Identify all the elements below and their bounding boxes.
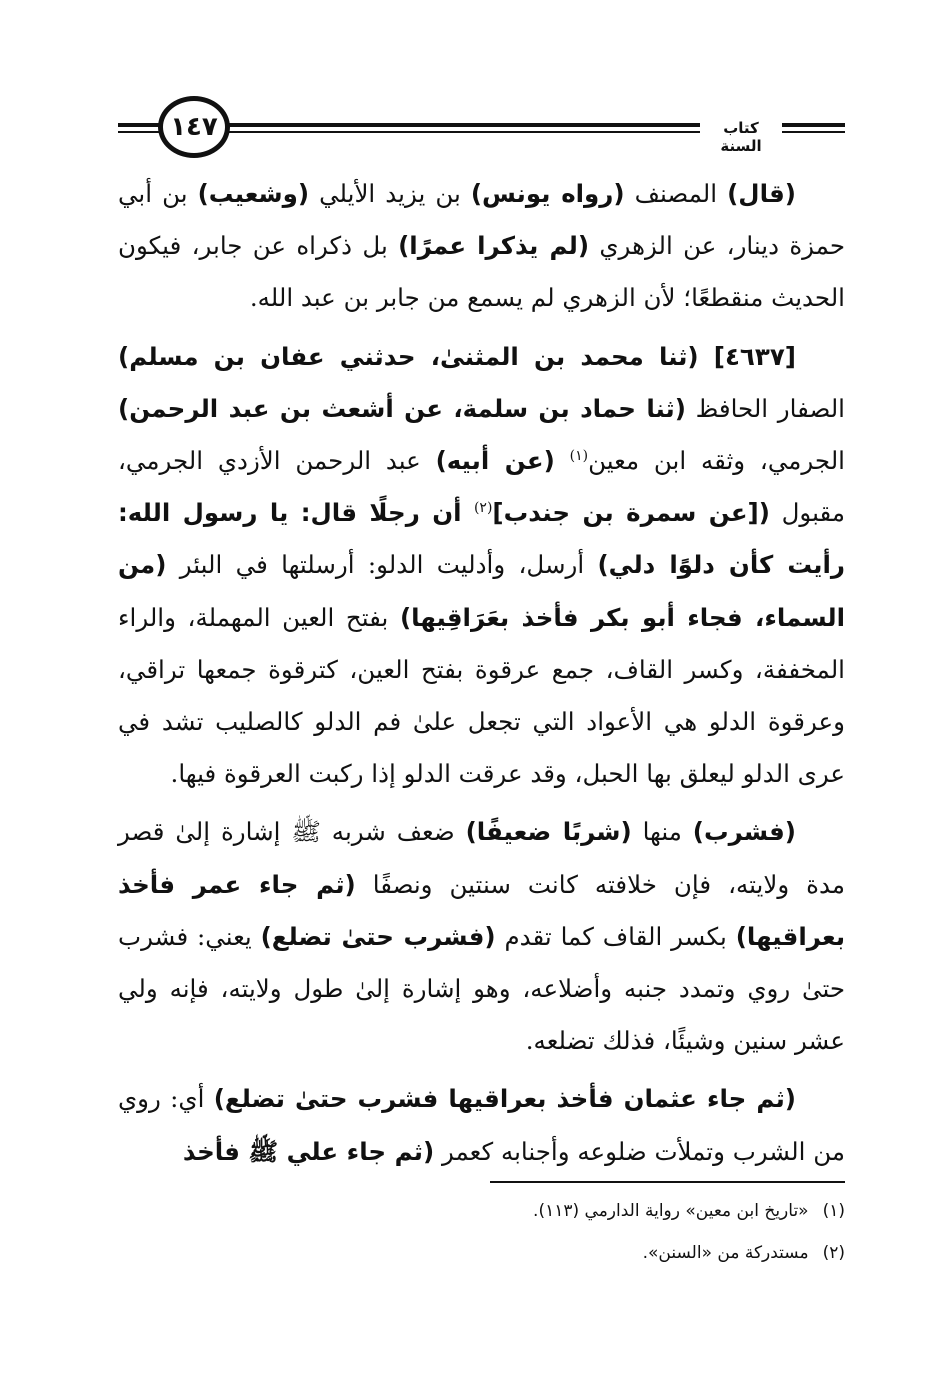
text-run: (قال) bbox=[727, 179, 797, 208]
hadith-number: [٤٦٣٧] bbox=[698, 341, 796, 371]
text-run: الصفار الحافظ bbox=[685, 393, 845, 423]
text-run: (عن أبيه) bbox=[435, 446, 555, 476]
text-run: المصنف bbox=[624, 179, 728, 208]
text-run: (ثم جاء علي ﷺ فأخذ bbox=[182, 1136, 435, 1166]
text-run: (لم يذكرا عمرًا) bbox=[398, 231, 590, 261]
text-run: (شربًا ضعيفًا) bbox=[465, 817, 632, 847]
text-run bbox=[555, 446, 570, 475]
footnote-ref-2[interactable]: (٢) bbox=[473, 500, 493, 517]
text-run: بل ذكراه عن جابر، فيكون الحديث منقطعًا؛ لأن الزهري لم يسمع من جابر بن عبد الله. bbox=[118, 231, 845, 313]
text-run: ضعف شربه ﷺ إشارة إلىٰ قصر مدة ولايته، فإن خلافته كانت سنتين ونصفًا bbox=[118, 817, 845, 899]
text-run: بن يزيد الأيلي bbox=[309, 179, 471, 208]
text-run: أن رجلًا قال: يا رسول الله: رأيت كأن دلوًا دلي) bbox=[118, 498, 845, 580]
text-run: (فشرب) bbox=[692, 817, 796, 847]
text-run: ([عن سمرة بن جندب] bbox=[492, 498, 770, 528]
text-run: (ثنا حماد بن سلمة، عن أشعث بن عبد الرحمن) bbox=[118, 393, 686, 423]
page-number: ١٤٧ bbox=[170, 112, 218, 142]
footnote-ref-1[interactable]: (١) bbox=[569, 447, 589, 464]
paragraph-2 bbox=[118, 331, 845, 801]
paragraph-4 bbox=[118, 1073, 845, 1177]
page-number-badge bbox=[158, 96, 230, 158]
main-text bbox=[118, 168, 845, 1178]
footnote-separator bbox=[490, 1181, 845, 1183]
text-run: بن أبي حمزة دينار، عن الزهري bbox=[118, 179, 845, 261]
paragraph-1 bbox=[118, 168, 845, 325]
text-run: (فشرب حتىٰ تضلع) bbox=[260, 921, 496, 951]
text-run: (ثنا محمد بن المثنىٰ، حدثني عفان بن مسلم) bbox=[118, 341, 699, 371]
footnote-2 bbox=[300, 1232, 845, 1274]
text-run: (ثم جاء عثمان فأخذ بعراقيها فشرب حتىٰ تضلع) bbox=[213, 1084, 796, 1114]
paragraph-3 bbox=[118, 806, 845, 1067]
text-run: بكسر القاف كما تقدم bbox=[495, 921, 736, 951]
footnote-number: (٢) bbox=[822, 1243, 845, 1263]
footnote-1 bbox=[300, 1190, 845, 1232]
text-run: أي: روي من الشرب وتملأت ضلوعه وأجنابه كعمر bbox=[118, 1084, 845, 1166]
text-run: (وشعيب) bbox=[197, 179, 310, 208]
running-title: كتاب السنة bbox=[700, 119, 782, 155]
text-run: (رواه يونس) bbox=[470, 179, 625, 208]
footnote-text: «تاريخ ابن معين» رواية الدارمي (١١٣). bbox=[533, 1201, 809, 1221]
footnote-number: (١) bbox=[822, 1201, 845, 1221]
text-run: عبد الرحمن الأزدي الجرمي، مقبول bbox=[118, 446, 845, 528]
text-run: أرسل، وأدليت الدلو: أرسلتها في البئر bbox=[166, 550, 598, 580]
text-run: بفتح العين المهملة، والراء المخففة، وكسر القاف، جمع عرقوة بفتح العين، كترقوة جمعها تراقي، وعرقوة الدلو هي الأعواد التي تجعل علىٰ فم الدلو كالصليب تشد في عرى الدلو ليعلق بها الحبل، وقد عرقت الدلو إذا ركبت العرقوة فيها. bbox=[118, 602, 845, 789]
footnote-text: مستدركة من «السنن». bbox=[642, 1243, 809, 1263]
text-run: منها bbox=[631, 817, 693, 847]
text-run: يعني: فشرب حتىٰ روي وتمدد جنبه وأضلاعه، وهو إشارة إلىٰ طول ولايته، فإنه ولي عشر سنين وشيئًا، فذلك تضلعه. bbox=[118, 921, 845, 1056]
text-run: (ثم جاء عمر فأخذ بعراقيها) bbox=[118, 869, 846, 951]
text-run: الجرمي، وثقه ابن معين bbox=[588, 446, 845, 476]
text-run: (من السماء، فجاء أبو بكر فأخذ بعَرَاقِيها) bbox=[118, 550, 845, 632]
footnotes bbox=[300, 1190, 845, 1274]
